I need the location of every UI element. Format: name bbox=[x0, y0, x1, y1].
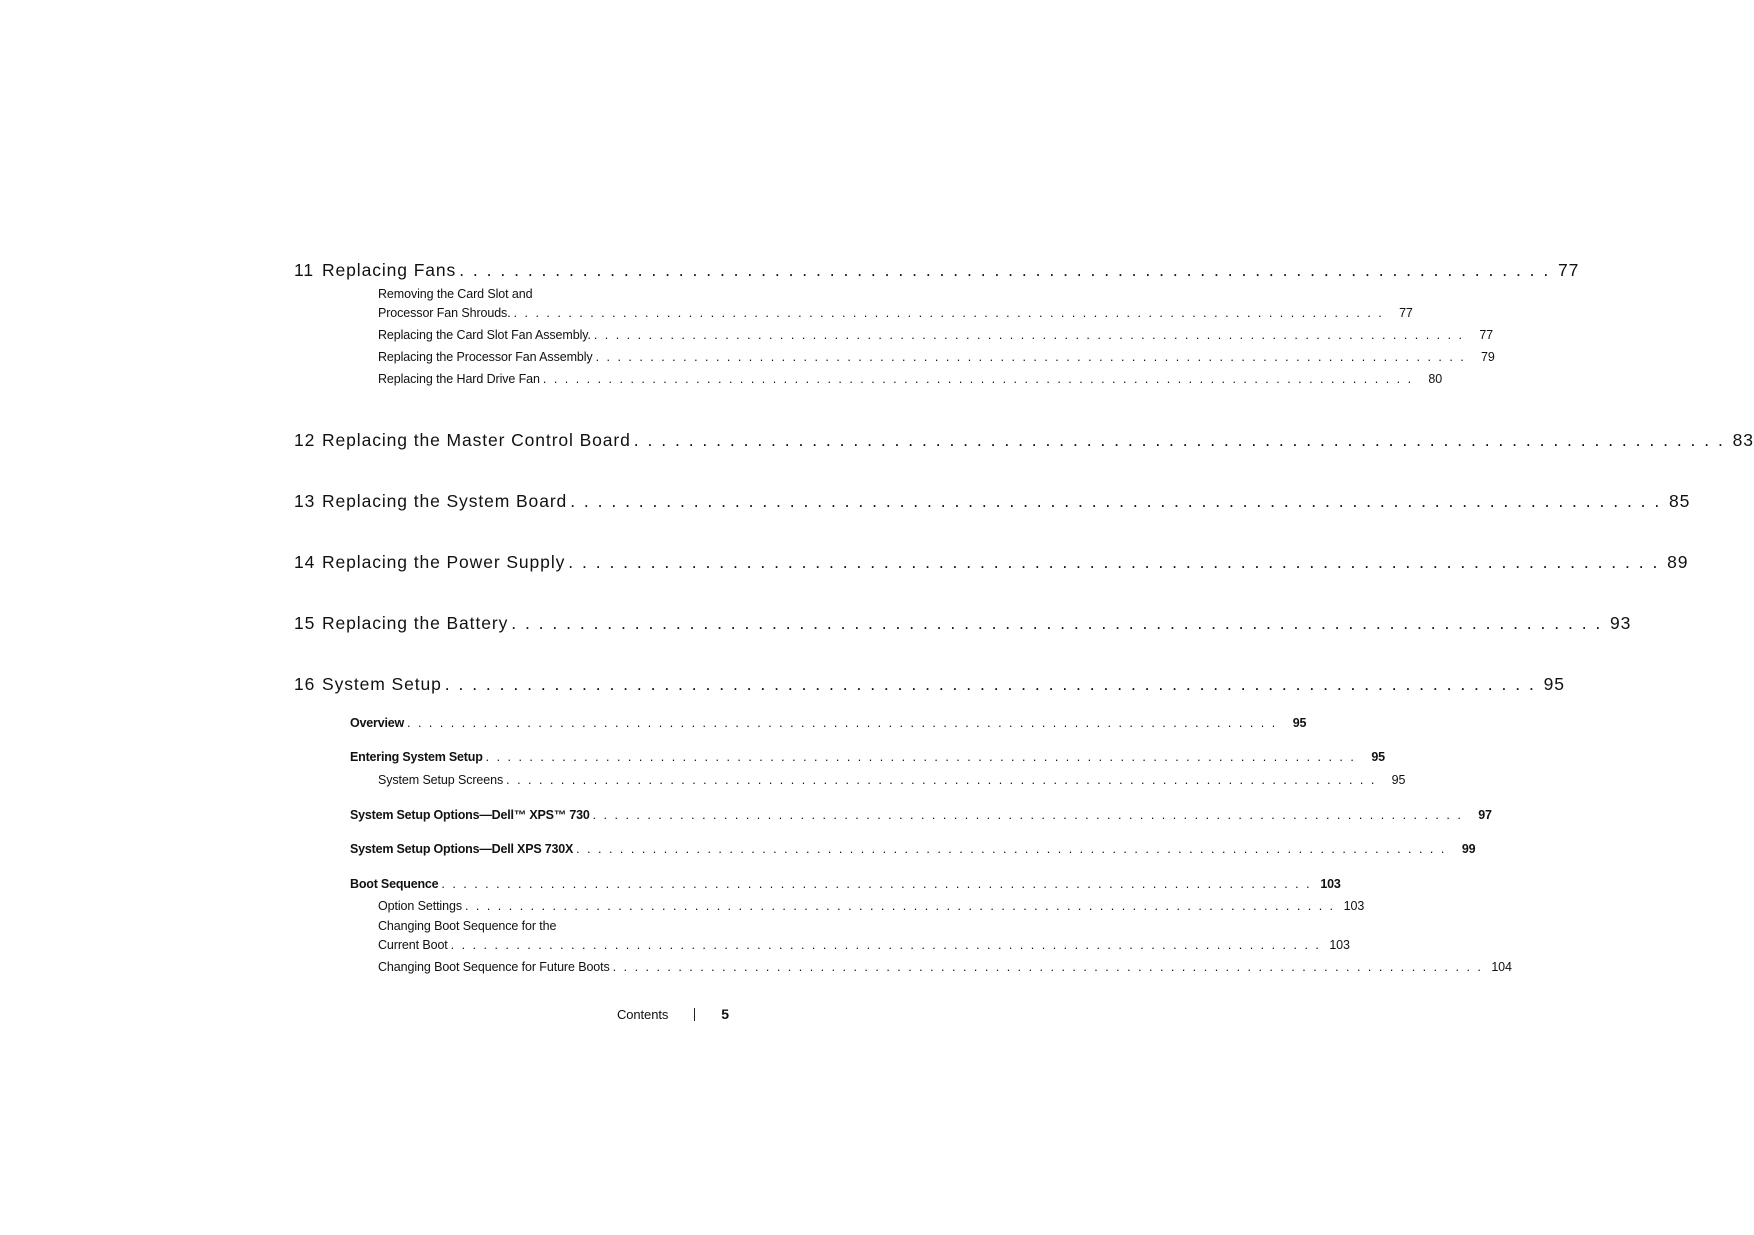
chapter-page-number: 95 bbox=[1543, 674, 1565, 694]
toc-chapter-14[interactable] bbox=[294, 549, 1689, 573]
entry-title-line1: Removing the Card Slot and bbox=[378, 287, 533, 301]
section-title: Overview bbox=[350, 716, 404, 730]
footer-label: Contents bbox=[617, 1006, 669, 1022]
entry-title: Replacing the Processor Fan Assembly bbox=[378, 350, 593, 364]
toc-chapter-15[interactable] bbox=[294, 610, 1632, 634]
chapter-title: Replacing the System Board bbox=[322, 491, 568, 511]
dot-leader: . . . . . . . . . . . . . . . . . . . . . . . . . . . . . . . . . . . . . . . . . . . . . . . . . . . . . . . . . . . . . . . . . . . . . . . . . . . . . . . . bbox=[444, 674, 1536, 694]
chapter-page-number: 89 bbox=[1667, 552, 1689, 572]
section-title: Entering System Setup bbox=[350, 750, 483, 764]
dot-leader: . . . . . . . . . . . . . . . . . . . . . . . . . . . . . . . . . . . . . . . . . . . . . . . . . . . . . . . . . . . . . . . . . . . . . . . . . . . . . . . . bbox=[464, 899, 1336, 913]
entry-title: Replacing the Card Slot Fan Assembly. bbox=[378, 328, 591, 342]
chapter-page-number: 85 bbox=[1669, 491, 1691, 511]
dot-leader: . . . . . . . . . . . . . . . . . . . . . . . . . . . . . . . . . . . . . . . . . . . . . . . . . . . . . . . . . . . . . . . . . . . . . . . . . . . . . . . . bbox=[595, 350, 1466, 364]
dot-leader: . . . . . . . . . . . . . . . . . . . . . . . . . . . . . . . . . . . . . . . . . . . . . . . . . . . . . . . . . . . . . . . . . . . . . . . . . . . . . . . . bbox=[511, 613, 1603, 633]
table-of-contents bbox=[294, 257, 1754, 974]
toc-entry-card-slot-fan[interactable] bbox=[378, 325, 1494, 342]
chapter-page-number: 83 bbox=[1732, 430, 1754, 450]
dot-leader: . . . . . . . . . . . . . . . . . . . . . . . . . . . . . . . . . . . . . . . . . . . . . . . . . . . . . . . . . . . . . . . . . . . . . . . . . . . . . . . . bbox=[450, 938, 1321, 952]
chapter-number: 11 bbox=[294, 260, 314, 280]
dot-leader: . . . . . . . . . . . . . . . . . . . . . . . . . . . . . . . . . . . . . . . . . . . . . . . . . . . . . . . . . . . . . . . . . . . . . . . . . . . . . . . . bbox=[568, 552, 1660, 572]
dot-leader: . . . . . . . . . . . . . . . . . . . . . . . . . . . . . . . . . . . . . . . . . . . . . . . . . . . . . . . . . . . . . . . . . . . . . . . . . . . . . . . . bbox=[513, 306, 1384, 320]
entry-page-number: 95 bbox=[1391, 773, 1406, 787]
toc-chapter-13[interactable] bbox=[294, 488, 1691, 512]
chapter-number: 14 bbox=[294, 552, 316, 572]
chapter-title: Replacing the Master Control Board bbox=[322, 430, 631, 450]
entry-page-number: 103 bbox=[1343, 899, 1365, 913]
dot-leader: . . . . . . . . . . . . . . . . . . . . . . . . . . . . . . . . . . . . . . . . . . . . . . . . . . . . . . . . . . . . . . . . . . . . . . . . . . . . . . . . bbox=[633, 430, 1725, 450]
toc-chapter-16[interactable] bbox=[294, 671, 1565, 695]
chapter-number: 12 bbox=[294, 430, 316, 450]
toc-chapter-12[interactable] bbox=[294, 427, 1754, 451]
entry-title: System Setup Screens bbox=[378, 773, 504, 787]
dot-leader: . . . . . . . . . . . . . . . . . . . . . . . . . . . . . . . . . . . . . . . . . . . . . . . . . . . . . . . . . . . . . . . . . . . . . . . . . . . . . . . . bbox=[506, 773, 1377, 787]
section-page-number: 103 bbox=[1320, 877, 1341, 891]
entry-page-number: 104 bbox=[1491, 960, 1512, 974]
section-title: System Setup Options—Dell XPS 730X bbox=[350, 842, 574, 856]
toc-section-overview[interactable] bbox=[350, 712, 1307, 730]
dot-leader: . . . . . . . . . . . . . . . . . . . . . . . . . . . . . . . . . . . . . . . . . . . . . . . . . . . . . . . . . . . . . . . . . . . . . . . . . . . . . . . . bbox=[570, 491, 1662, 511]
toc-entry-option-settings[interactable] bbox=[378, 896, 1365, 913]
chapter-title: Replacing Fans bbox=[322, 260, 457, 280]
entry-title: Processor Fan Shrouds. bbox=[378, 306, 511, 320]
toc-entry-changing-current-boot[interactable] bbox=[378, 918, 1350, 952]
dot-leader: . . . . . . . . . . . . . . . . . . . . . . . . . . . . . . . . . . . . . . . . . . . . . . . . . . . . . . . . . . . . . . . . . . . . . . . . . . . . . . . . bbox=[612, 960, 1483, 974]
toc-entry-removing-fan-shrouds[interactable] bbox=[378, 286, 1413, 320]
entry-title: Changing Boot Sequence for Future Boots bbox=[378, 960, 610, 974]
dot-leader: . . . . . . . . . . . . . . . . . . . . . . . . . . . . . . . . . . . . . . . . . . . . . . . . . . . . . . . . . . . . . . . . . . . . . . . . . . . . . . . . bbox=[459, 260, 1551, 280]
chapter-title: Replacing the Battery bbox=[322, 613, 509, 633]
section-title: Boot Sequence bbox=[350, 877, 439, 891]
chapter-title: Replacing the Power Supply bbox=[322, 552, 566, 572]
section-page-number: 99 bbox=[1461, 842, 1476, 856]
dot-leader: . . . . . . . . . . . . . . . . . . . . . . . . . . . . . . . . . . . . . . . . . . . . . . . . . . . . . . . . . . . . . . . . . . . . . . . . . . . . . . . . bbox=[407, 716, 1278, 730]
entry-page-number: 80 bbox=[1428, 372, 1443, 386]
dot-leader: . . . . . . . . . . . . . . . . . . . . . . . . . . . . . . . . . . . . . . . . . . . . . . . . . . . . . . . . . . . . . . . . . . . . . . . . . . . . . . . . bbox=[542, 372, 1414, 386]
entry-page-number: 103 bbox=[1329, 938, 1350, 952]
footer-divider bbox=[694, 1008, 695, 1021]
toc-section-options-730x[interactable] bbox=[350, 838, 1476, 856]
section-title: System Setup Options—Dell™ XPS™ 730 bbox=[350, 808, 590, 822]
dot-leader: . . . . . . . . . . . . . . . . . . . . . . . . . . . . . . . . . . . . . . . . . . . . . . . . . . . . . . . . . . . . . . . . . . . . . . . . . . . . . . . . bbox=[593, 328, 1465, 342]
chapter-page-number: 77 bbox=[1558, 260, 1580, 280]
entry-title: Option Settings bbox=[378, 899, 462, 913]
entry-title-line1: Changing Boot Sequence for the bbox=[378, 919, 557, 933]
entry-title: Current Boot bbox=[378, 938, 448, 952]
section-page-number: 97 bbox=[1478, 808, 1492, 822]
toc-section-entering-setup[interactable] bbox=[350, 746, 1385, 764]
page-footer bbox=[617, 1006, 729, 1022]
toc-entry-processor-fan[interactable] bbox=[378, 347, 1495, 364]
chapter-title: System Setup bbox=[322, 674, 442, 694]
toc-chapter-11[interactable] bbox=[294, 257, 1580, 281]
entry-page-number: 77 bbox=[1479, 328, 1494, 342]
toc-entry-changing-future-boots[interactable] bbox=[378, 957, 1512, 974]
section-page-number: 95 bbox=[1292, 716, 1307, 730]
toc-entry-hard-drive-fan[interactable] bbox=[378, 369, 1443, 386]
chapter-number: 15 bbox=[294, 613, 316, 633]
dot-leader: . . . . . . . . . . . . . . . . . . . . . . . . . . . . . . . . . . . . . . . . . . . . . . . . . . . . . . . . . . . . . . . . . . . . . . . . . . . . . . . . bbox=[576, 842, 1447, 856]
toc-section-options-730[interactable] bbox=[350, 804, 1492, 822]
dot-leader: . . . . . . . . . . . . . . . . . . . . . . . . . . . . . . . . . . . . . . . . . . . . . . . . . . . . . . . . . . . . . . . . . . . . . . . . . . . . . . . . bbox=[485, 750, 1356, 764]
chapter-page-number: 93 bbox=[1610, 613, 1632, 633]
section-page-number: 95 bbox=[1371, 750, 1385, 764]
chapter-number: 16 bbox=[294, 674, 316, 694]
toc-section-boot-sequence[interactable] bbox=[350, 873, 1341, 891]
toc-entry-setup-screens[interactable] bbox=[378, 770, 1406, 787]
footer-page-number: 5 bbox=[721, 1006, 730, 1022]
entry-page-number: 77 bbox=[1399, 306, 1413, 320]
dot-leader: . . . . . . . . . . . . . . . . . . . . . . . . . . . . . . . . . . . . . . . . . . . . . . . . . . . . . . . . . . . . . . . . . . . . . . . . . . . . . . . . bbox=[441, 877, 1312, 891]
entry-page-number: 79 bbox=[1481, 350, 1495, 364]
dot-leader: . . . . . . . . . . . . . . . . . . . . . . . . . . . . . . . . . . . . . . . . . . . . . . . . . . . . . . . . . . . . . . . . . . . . . . . . . . . . . . . . bbox=[592, 808, 1463, 822]
entry-title: Replacing the Hard Drive Fan bbox=[378, 372, 540, 386]
chapter-number: 13 bbox=[294, 491, 316, 511]
